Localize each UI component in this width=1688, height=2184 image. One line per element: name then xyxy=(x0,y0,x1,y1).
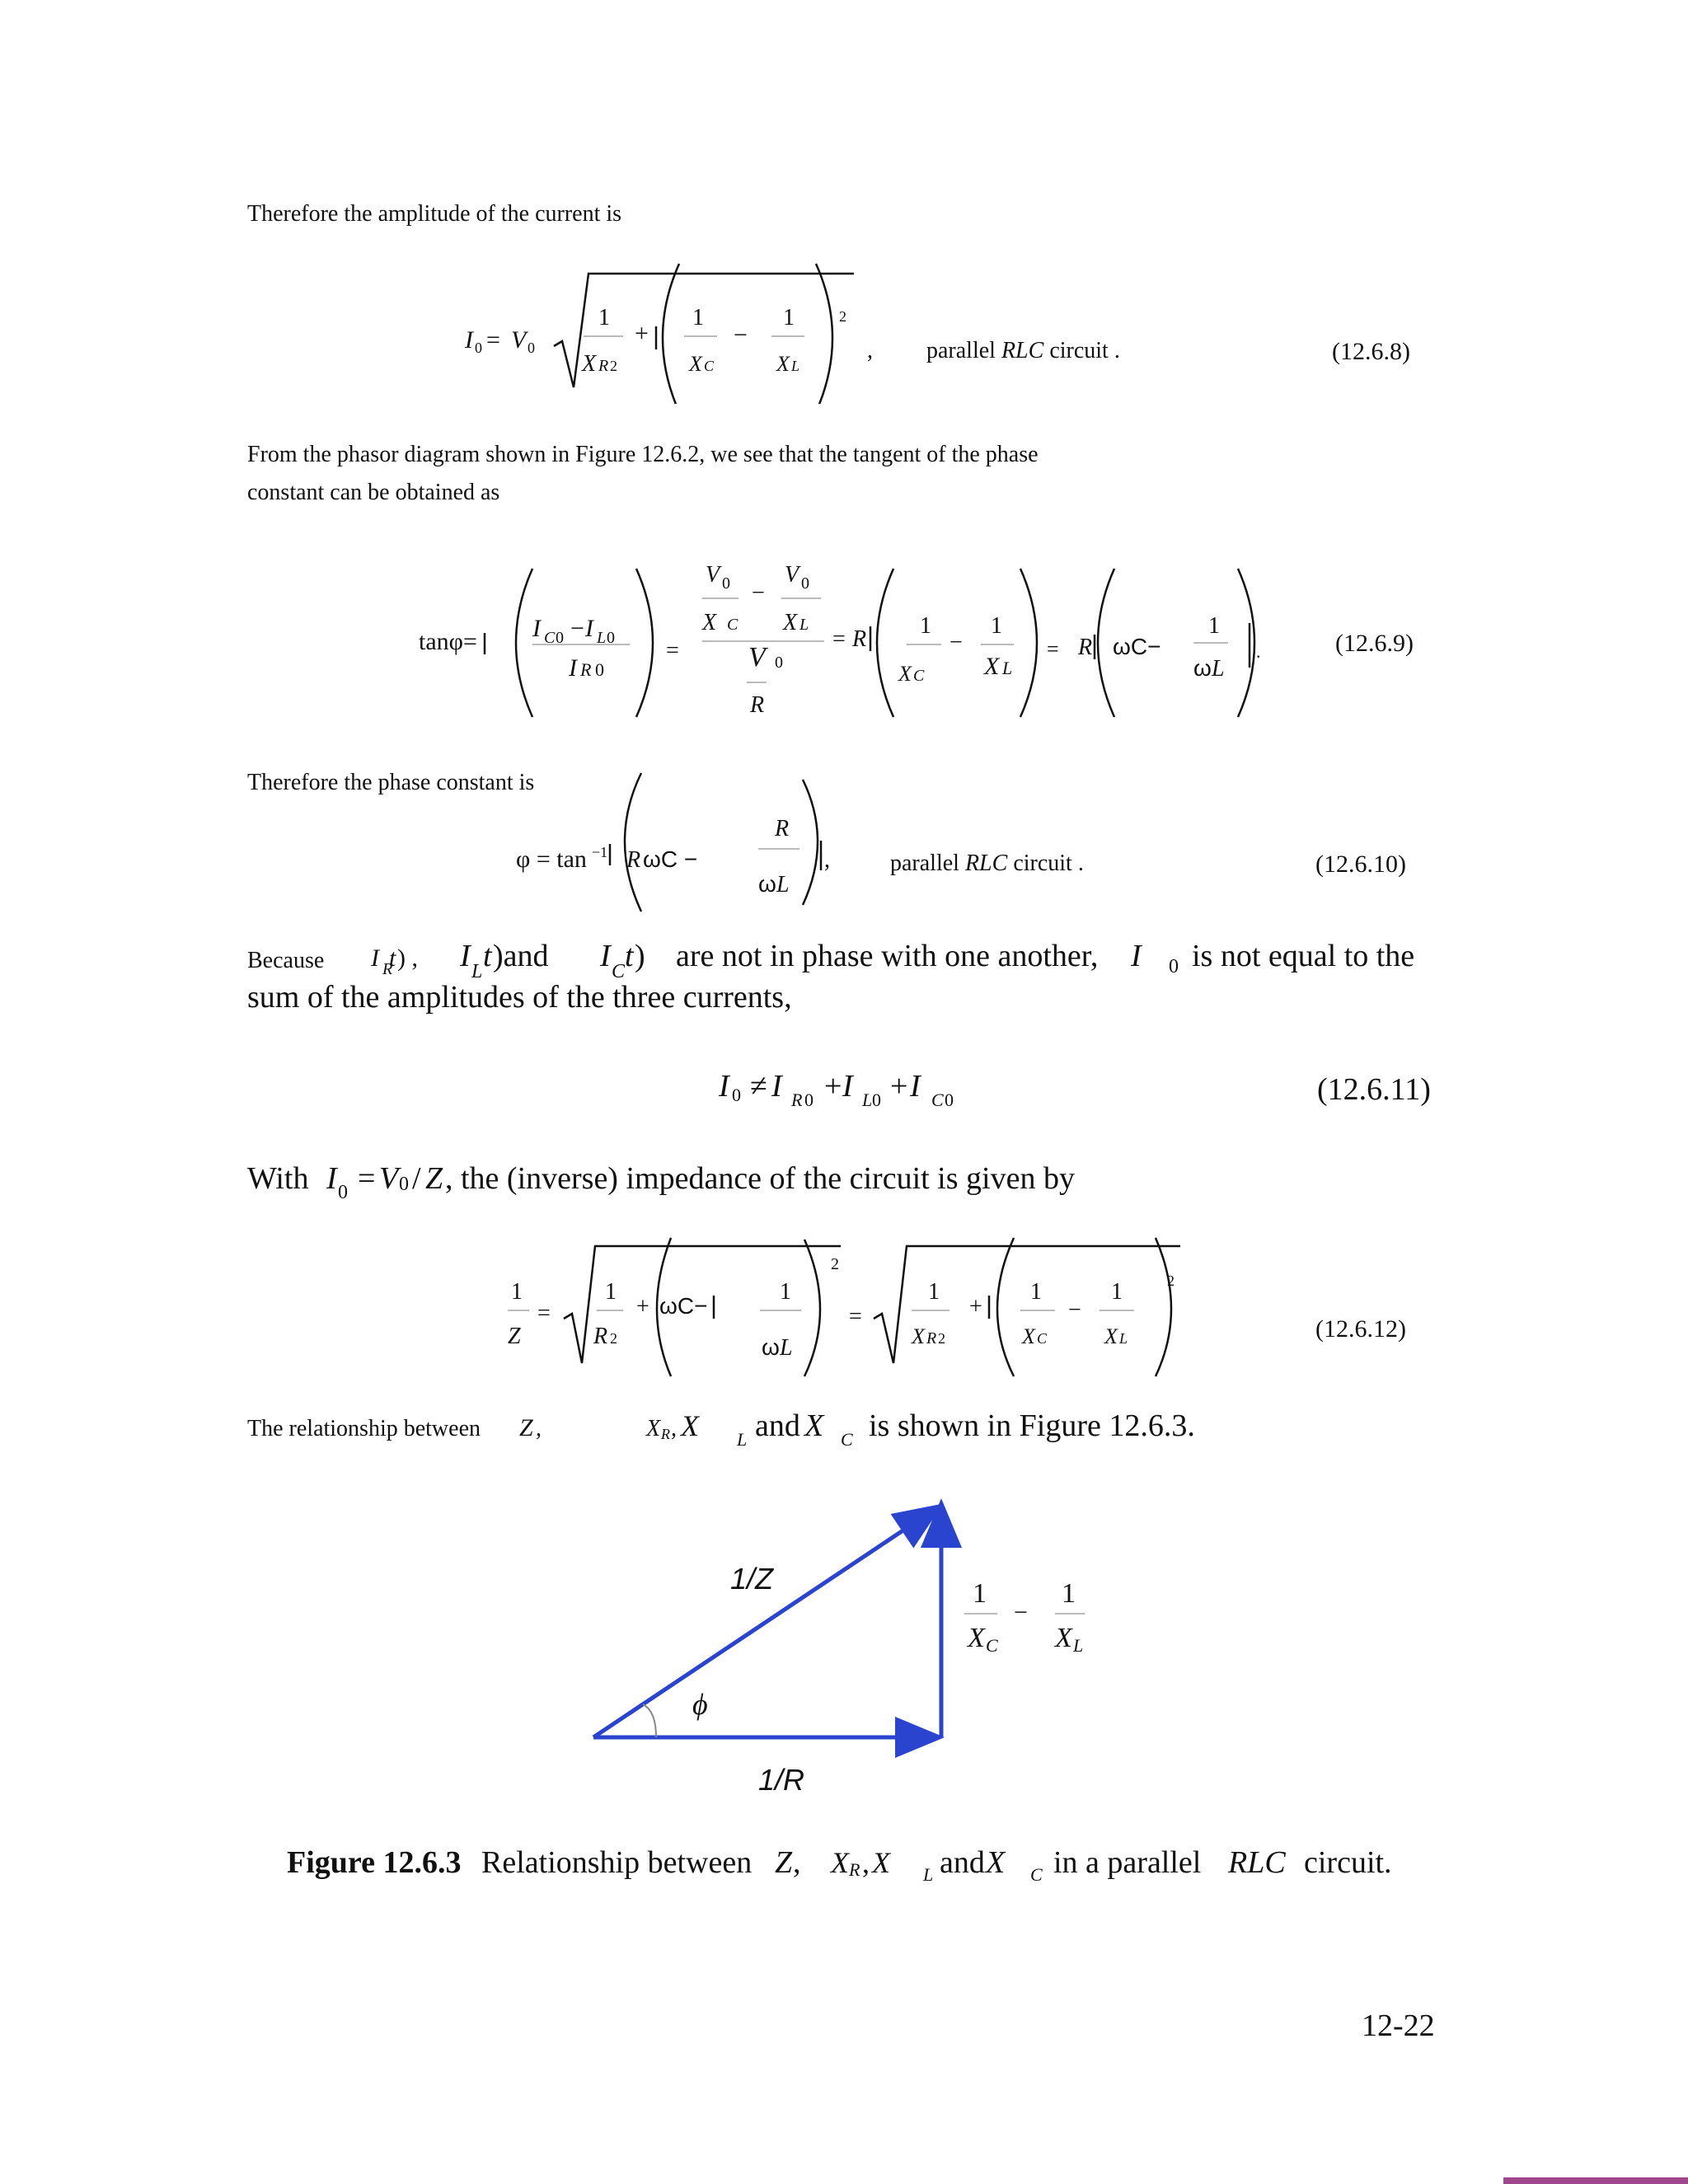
svg-text:X: X xyxy=(804,1408,824,1443)
svg-text:+: + xyxy=(890,1069,908,1104)
svg-text:1: 1 xyxy=(928,1279,940,1305)
svg-text:C: C xyxy=(727,616,738,634)
svg-text:2: 2 xyxy=(831,1255,839,1273)
eq-12-6-11-number: (12.6.11) xyxy=(1317,1072,1431,1107)
svg-text:+: + xyxy=(635,320,649,347)
svg-text:R: R xyxy=(593,1324,608,1349)
svg-text:=: = xyxy=(849,1304,862,1329)
svg-text:−1: −1 xyxy=(592,844,608,860)
svg-text:L: L xyxy=(1073,1635,1084,1656)
svg-text:2: 2 xyxy=(938,1330,945,1347)
angle-arc xyxy=(643,1704,656,1737)
svg-text:in a parallel: in a parallel xyxy=(1053,1845,1202,1880)
svg-text:2: 2 xyxy=(839,308,846,325)
svg-text:=: = xyxy=(486,326,500,354)
svg-text:−: − xyxy=(1068,1297,1081,1323)
svg-text:C: C xyxy=(612,961,626,982)
svg-text:t: t xyxy=(483,940,492,973)
page-number: 12-22 xyxy=(1362,2008,1435,2043)
svg-text:R: R xyxy=(849,1859,860,1880)
svg-text:=: = xyxy=(666,638,679,663)
svg-text:=: = xyxy=(1047,637,1059,661)
svg-text:L: L xyxy=(1119,1330,1128,1347)
svg-text:1: 1 xyxy=(511,1279,523,1305)
svg-text:is not equal to the: is not equal to the xyxy=(1192,940,1415,973)
svg-text:) ,: ) , xyxy=(397,944,418,972)
figure-12-6-3 xyxy=(577,1492,1121,1805)
eq-12-6-8-note: parallel RLC circuit . xyxy=(926,338,1120,363)
svg-text:R: R xyxy=(791,1090,803,1110)
svg-text:X: X xyxy=(898,662,912,686)
svg-text:V: V xyxy=(706,562,720,588)
equation-12-6-10 xyxy=(511,766,874,915)
svg-text:1: 1 xyxy=(598,305,610,330)
svg-text:, the (inverse) impedance of t: , the (inverse) impedance of the circuit is given by xyxy=(445,1161,1075,1196)
svg-text:ω: ω xyxy=(1193,655,1212,681)
svg-text:L: L xyxy=(862,1090,873,1110)
svg-text:With: With xyxy=(247,1161,309,1196)
svg-text:R: R xyxy=(382,960,393,978)
svg-text:L: L xyxy=(1212,656,1225,682)
svg-text:I: I xyxy=(585,615,593,642)
svg-text:I: I xyxy=(460,940,471,973)
svg-text:,: , xyxy=(671,1416,677,1441)
svg-text:=: = xyxy=(537,1301,551,1326)
svg-text:L: L xyxy=(737,1429,748,1450)
svg-text:0: 0 xyxy=(732,1085,741,1105)
eq-12-6-9-number: (12.6.9) xyxy=(1335,630,1414,657)
svg-text:X: X xyxy=(702,610,717,635)
equation-12-6-11 xyxy=(709,1063,973,1121)
svg-text:2: 2 xyxy=(610,1330,617,1347)
svg-text:R: R xyxy=(580,659,592,680)
phasor-text-line1: From the phasor diagram shown in Figure 12.6.2, we see that the tangent of the phase xyxy=(247,442,1039,467)
equation-12-6-8 xyxy=(445,255,1187,404)
svg-text:I: I xyxy=(771,1069,782,1104)
svg-text:V: V xyxy=(785,562,799,588)
with-paragraph xyxy=(247,1154,1236,1212)
svg-text:X: X xyxy=(776,352,790,376)
svg-text:0: 0 xyxy=(801,574,809,593)
svg-text:circuit.: circuit. xyxy=(1304,1845,1392,1880)
svg-text:C: C xyxy=(1030,1864,1043,1885)
svg-text:,: , xyxy=(867,338,873,363)
svg-text:tanφ=: tanφ= xyxy=(419,628,477,655)
svg-text:L: L xyxy=(923,1864,934,1885)
phase-const-text: Therefore the phase constant is xyxy=(247,770,535,795)
svg-text:1: 1 xyxy=(783,305,795,330)
svg-text:2: 2 xyxy=(1167,1272,1175,1289)
svg-text:1: 1 xyxy=(991,613,1002,639)
svg-text:≠: ≠ xyxy=(750,1069,767,1104)
svg-text:X: X xyxy=(783,610,798,635)
svg-text:R: R xyxy=(926,1329,937,1347)
svg-text:t: t xyxy=(625,940,634,973)
svg-text:0: 0 xyxy=(399,1174,409,1195)
svg-text:−: − xyxy=(1014,1599,1028,1626)
svg-text:1: 1 xyxy=(692,305,704,330)
svg-text:I: I xyxy=(1131,940,1142,973)
svg-text:−: − xyxy=(752,580,765,606)
svg-text:I: I xyxy=(569,654,577,682)
svg-text:0: 0 xyxy=(945,1090,954,1110)
svg-text:C: C xyxy=(931,1090,944,1110)
svg-text:,: , xyxy=(824,847,830,873)
svg-text:1: 1 xyxy=(1208,613,1220,639)
svg-text:ωC−: ωC− xyxy=(659,1293,708,1319)
svg-text:is shown in Figure 12.6.3.: is shown in Figure 12.6.3. xyxy=(869,1408,1195,1443)
relationship-paragraph xyxy=(247,1401,1286,1459)
svg-text:I: I xyxy=(532,615,541,642)
svg-text:−: − xyxy=(734,321,748,349)
svg-text:L: L xyxy=(776,872,790,898)
svg-text:C: C xyxy=(544,629,556,647)
svg-text:1: 1 xyxy=(1062,1578,1076,1609)
svg-text:φ = tan: φ = tan xyxy=(516,846,587,873)
svg-text:.: . xyxy=(1256,641,1261,662)
svg-text:X: X xyxy=(1055,1623,1072,1653)
svg-text:L: L xyxy=(791,358,800,374)
svg-text:t: t xyxy=(389,944,396,972)
svg-text:1: 1 xyxy=(1111,1279,1123,1305)
svg-text:1: 1 xyxy=(920,613,931,639)
svg-text:X: X xyxy=(1022,1324,1035,1348)
svg-text:R: R xyxy=(1078,635,1093,660)
svg-text:C: C xyxy=(986,1635,998,1656)
svg-text:I: I xyxy=(465,326,473,354)
phasor-text-line2: constant can be obtained as xyxy=(247,480,500,505)
svg-text:−: − xyxy=(570,615,584,642)
svg-text:0: 0 xyxy=(722,574,730,593)
svg-text:0: 0 xyxy=(775,654,783,672)
svg-text:X: X xyxy=(646,1416,661,1441)
eq-12-6-12-number: (12.6.12) xyxy=(1315,1315,1406,1343)
svg-text:L: L xyxy=(597,629,607,647)
svg-text:−: − xyxy=(950,630,963,655)
svg-text:Z: Z xyxy=(775,1845,793,1880)
svg-text:,: , xyxy=(536,1416,542,1441)
svg-text:are not in phase with one anot: are not in phase with one another, xyxy=(676,940,1099,973)
svg-text:): ) xyxy=(635,940,645,973)
svg-text:X: X xyxy=(986,1845,1006,1880)
svg-text:0: 0 xyxy=(475,340,482,356)
svg-text:R: R xyxy=(661,1426,670,1442)
svg-text:0: 0 xyxy=(338,1182,348,1203)
svg-text:1: 1 xyxy=(973,1578,987,1609)
intro-text: Therefore the amplitude of the current is xyxy=(247,201,622,227)
svg-text:Z: Z xyxy=(425,1161,443,1196)
equation-12-6-9 xyxy=(412,544,1451,725)
svg-text:R: R xyxy=(852,626,867,652)
svg-text:ωC−: ωC− xyxy=(1113,634,1161,659)
svg-text:ω: ω xyxy=(758,871,776,897)
svg-text:0: 0 xyxy=(804,1090,814,1110)
svg-text:1: 1 xyxy=(1030,1279,1042,1305)
svg-text:X: X xyxy=(689,352,702,376)
label-angle: ϕ xyxy=(692,1688,708,1721)
svg-text:+: + xyxy=(969,1294,982,1319)
svg-text:,: , xyxy=(793,1845,801,1880)
svg-text:C: C xyxy=(841,1429,853,1450)
svg-text:ω: ω xyxy=(762,1334,780,1360)
svg-text:R: R xyxy=(750,692,765,718)
svg-text:RLC: RLC xyxy=(1228,1845,1286,1880)
svg-text:and: and xyxy=(940,1845,985,1880)
svg-text:+: + xyxy=(636,1294,649,1319)
svg-text:ωC −: ωC − xyxy=(643,846,698,872)
label-hyp: 1/Z xyxy=(730,1562,774,1596)
svg-text:X: X xyxy=(681,1409,699,1442)
caption-bold: Figure 12.6.3 xyxy=(287,1845,462,1880)
equation-12-6-12 xyxy=(495,1228,1203,1385)
svg-text:+: + xyxy=(824,1069,842,1104)
svg-text:X: X xyxy=(968,1623,985,1653)
svg-text:Z: Z xyxy=(519,1414,533,1441)
svg-text:The relationship between: The relationship between xyxy=(247,1416,481,1441)
svg-text:I: I xyxy=(326,1161,337,1196)
hypotenuse-vector xyxy=(593,1508,936,1737)
svg-text:R: R xyxy=(775,816,790,841)
because-paragraph xyxy=(247,940,1451,1038)
svg-text:0: 0 xyxy=(872,1090,881,1110)
figure-caption xyxy=(280,1838,1434,1896)
svg-text:0: 0 xyxy=(607,629,615,647)
svg-text:0: 0 xyxy=(595,659,604,680)
svg-text:/: / xyxy=(412,1161,421,1196)
eq-12-6-8-number: (12.6.8) xyxy=(1332,338,1410,365)
svg-text:C: C xyxy=(704,358,715,374)
svg-text:)and: )and xyxy=(493,940,549,973)
svg-text:sum of the amplitudes of the t: sum of the amplitudes of the three currents, xyxy=(247,980,792,1015)
svg-text:X: X xyxy=(831,1846,849,1879)
svg-text:V: V xyxy=(379,1161,399,1196)
svg-text:I: I xyxy=(719,1069,729,1104)
svg-text:1: 1 xyxy=(780,1279,791,1305)
svg-text:X: X xyxy=(984,653,1000,680)
svg-text:0: 0 xyxy=(1169,956,1179,977)
svg-text:I: I xyxy=(371,944,379,972)
svg-text:X: X xyxy=(582,351,597,377)
svg-text:L: L xyxy=(780,1335,793,1361)
svg-text:0: 0 xyxy=(556,629,564,647)
svg-text:,: , xyxy=(862,1846,870,1879)
svg-text:L: L xyxy=(799,616,809,634)
svg-text:1: 1 xyxy=(605,1279,617,1305)
svg-text:L: L xyxy=(1002,658,1013,678)
svg-text:R: R xyxy=(598,357,609,375)
svg-text:C: C xyxy=(913,667,925,685)
bottom-accent-bar xyxy=(1503,2177,1688,2184)
eq-12-6-10-number: (12.6.10) xyxy=(1315,851,1406,878)
svg-text:=: = xyxy=(832,626,846,652)
svg-text:=: = xyxy=(358,1161,376,1196)
svg-text:I: I xyxy=(910,1069,921,1104)
svg-text:C: C xyxy=(1037,1330,1048,1347)
eq-12-6-10-note: parallel RLC circuit . xyxy=(890,851,1084,876)
svg-text:I: I xyxy=(600,940,611,973)
svg-text:I: I xyxy=(842,1069,853,1104)
svg-text:L: L xyxy=(471,961,483,982)
svg-text:2: 2 xyxy=(610,358,617,374)
svg-text:X: X xyxy=(1104,1324,1118,1348)
svg-text:V: V xyxy=(511,326,527,354)
caption-text: Relationship between xyxy=(481,1845,753,1880)
label-base: 1/R xyxy=(758,1763,805,1797)
svg-text:0: 0 xyxy=(528,340,535,356)
svg-text:R: R xyxy=(626,847,641,873)
svg-text:Z: Z xyxy=(508,1324,521,1349)
svg-text:X: X xyxy=(912,1324,925,1348)
because-word: Because xyxy=(247,948,325,973)
svg-text:X: X xyxy=(872,1846,890,1879)
svg-text:and: and xyxy=(755,1408,800,1443)
svg-text:V: V xyxy=(748,642,766,673)
